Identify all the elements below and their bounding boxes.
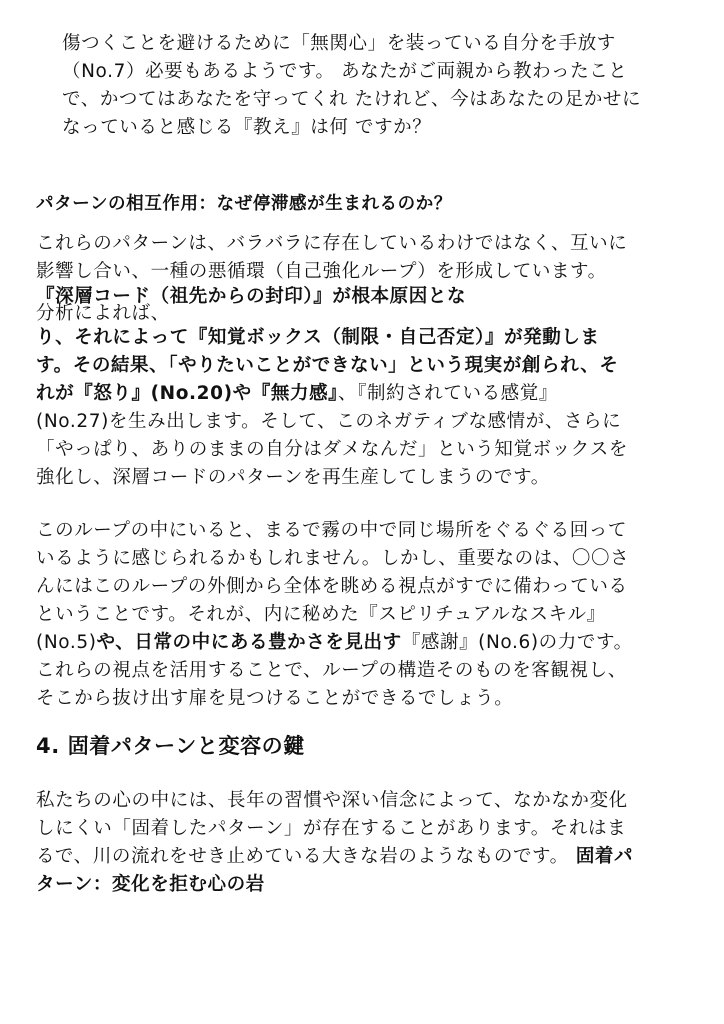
interaction-p1-line-6-bold: れが『怒り』(No.20)や『無力感』 <box>36 383 339 404</box>
fixed-p1-line-3 <box>36 843 696 871</box>
interaction-p1-line-1: これらのパターンは、バラバラに存在しているわけではなく、互いに <box>36 233 628 254</box>
interaction-p2-line-6: これらの視点を活用することで、ループの構造そのものを客観視し、 <box>36 660 627 681</box>
interaction-p2-line-5-a: (No.5) <box>36 632 97 653</box>
interaction-p2-line-5-b: 『感謝』(No.6)の力です。 <box>401 632 633 653</box>
intro-line-4: なっていると感じる『教え』は何 ですか？ <box>62 117 432 138</box>
interaction-p1-line-9: 強化し、深層コードのパターンを再生産してしまうのです。 <box>36 467 550 488</box>
interaction-p1-line-6-normal: 、『制約されている感覚』 <box>338 383 558 404</box>
interaction-paragraph-1 <box>36 230 696 492</box>
fixed-p1-line-4: ターン：変化を拒む心の岩 <box>36 874 265 895</box>
interaction-p2-line-5-bold: や、日常の中にある豊かさを見出す <box>96 632 402 653</box>
interaction-p2-line-5 <box>36 629 696 657</box>
fixed-p1-line-3-normal: るで、川の流れをせき止めている大きな岩のようなものです。 <box>36 846 569 867</box>
interaction-p1-line-6 <box>36 380 696 408</box>
interaction-p1-line-2: 影響し合い、一種の悪循環（自己強化ループ）を形成しています。 <box>36 261 607 282</box>
interaction-p2-line-7: そこから抜け出す扉を見つけることができるでしょう。 <box>36 688 514 709</box>
intro-paragraph <box>62 30 702 142</box>
intro-line-3: で、かつてはあなたを守ってくれ たけれど、今はあなたの足かせに <box>62 89 642 110</box>
interaction-p2-line-1: このループの中にいると、まるで霧の中で同じ場所をぐるぐる回って <box>36 520 627 541</box>
interaction-p1-line-3: 『深層コード（祖先からの封印）』が根本原因とな <box>36 286 467 307</box>
fixed-p1-line-3-bold: 固着パ <box>568 846 634 867</box>
fixed-p1-line-2: しにくい「固着したパターン」が存在することがあります。それはま <box>36 818 627 839</box>
intro-line-1: 傷つくことを避けるために「無関心」を装っている自分を手放す <box>62 33 616 54</box>
interaction-p1-line-5: す。その結果、「やりたいことができない」という現実が創られ、そ <box>36 355 619 376</box>
interaction-p1-line-4: り、それによって『知覚ボックス（制限・自己否定）』が発動しま <box>36 327 600 348</box>
intro-line-2: （No.7）必要もあるようです。 あなたがご両親から教わったこと <box>62 61 628 82</box>
interaction-p2-line-4: ということです。それが、内に秘めた『スピリチュアルなスキル』 <box>36 604 606 625</box>
interaction-p2-line-2: いるように感じられるかもしれません。しかし、重要なのは、〇〇さ <box>36 548 630 569</box>
fixed-p1-line-1: 私たちの心の中には、長年の習慣や深い信念によって、なかなか変化 <box>36 790 628 811</box>
interaction-p1-line-7: (No.27)を生み出します。そして、このネガティブな感情が、さらに <box>36 411 622 432</box>
section-heading-fixed-patterns: 4. 固着パターンと変容の鍵 <box>36 734 305 758</box>
section-heading-interaction: パターンの相互作用：なぜ停滞感が生まれるのか？ <box>36 194 452 214</box>
interaction-paragraph-2 <box>36 517 696 713</box>
interaction-p1-line-8: 「やっぱり、ありのままの自分はダメなんだ」という知覚ボックスを <box>36 439 628 460</box>
interaction-p1-line-3-overlap: 分析によれば、 <box>36 303 170 324</box>
fixed-paragraph-1 <box>36 787 696 899</box>
interaction-p2-line-3: んにはこのループの外側から全体を眺める視点がすでに備わっている <box>36 576 628 597</box>
